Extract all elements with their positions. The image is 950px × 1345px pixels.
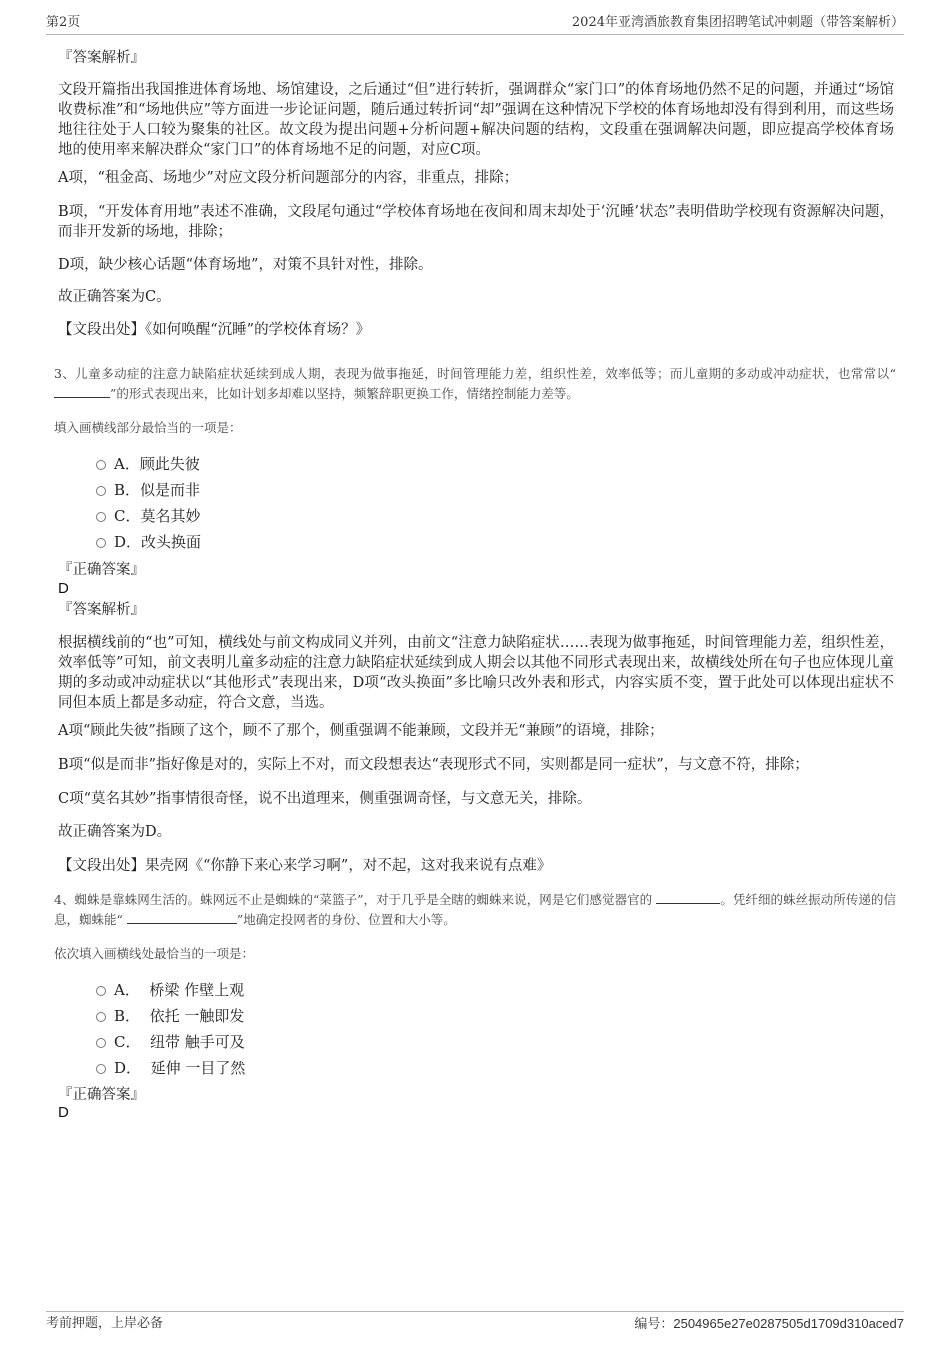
correct-answer: D — [58, 580, 69, 597]
document-title: 2024年亚湾酒旅教育集团招聘笔试冲刺题（带答案解析） — [571, 15, 904, 30]
conclusion-text: 故正确答案为C。 — [58, 289, 171, 305]
question-4-option-d[interactable] — [96, 1058, 245, 1078]
option-text: 似是而非 — [140, 481, 201, 499]
page-footer — [46, 1311, 904, 1332]
question-4-stem-part2: 。凭纤细的蛛丝振动所传递的信息，蜘蛛能“ — [54, 892, 896, 927]
question-3-prompt: 填入画横线部分最恰当的一项是： — [54, 420, 242, 435]
source-label: 【文段出处】 — [58, 858, 145, 874]
option-label: B． — [114, 1007, 141, 1025]
question-3-option-b[interactable] — [96, 480, 200, 500]
page-number: 第2页 — [46, 15, 81, 30]
option-text: 莫名其妙 — [140, 507, 201, 525]
question-4-option-b[interactable] — [96, 1006, 244, 1026]
question-3-stem-part1: 3、儿童多动症的注意力缺陷症状延续到成人期，表现为做事拖延，时间管理能力差，组织性差，效率低等；而儿童期的多动或冲动症状，也常常以“ — [54, 366, 896, 381]
question-3-option-c[interactable] — [96, 506, 201, 526]
answer-heading: 『正确答案』 — [58, 1087, 145, 1103]
analysis-heading: 『答案解析』 — [58, 50, 145, 66]
option-text: 桥梁 作壁上观 — [149, 981, 245, 999]
source-line — [58, 856, 894, 876]
radio-icon[interactable] — [96, 512, 106, 522]
document-code — [634, 1314, 904, 1335]
question-3-option-d[interactable] — [96, 532, 201, 552]
question-4-blank-2 — [127, 911, 237, 924]
question-4-option-c[interactable] — [96, 1032, 245, 1052]
analysis-paragraph: 根据横线前的“也”可知，横线处与前文构成同义并列，由前文“注意力缺陷症状……表现为做事拖延，时间管理能力差，组织性差，效率低等”可知，前文表明儿童多动症的注意力缺陷症状延续到成人期会以其他不同形式表现出来，故横线处所在句子也应体现儿童期的多动或冲动症状以“其他形式”表现出来，D项“改头换面”多比喻只改外表和形式，内容实质不变，置于此处可以体现出症状不同但本质上都是多动症，符合文意，当选。 — [58, 635, 894, 711]
source-title: 果壳网《“你静下来心来学习啊”，对不起，这对我来说有点难》 — [145, 858, 552, 874]
option-d-note: D项，缺少核心话题“体育场地”，对策不具针对性，排除。 — [58, 257, 433, 273]
source-label: 【文段出处】 — [58, 322, 145, 338]
conclusion-text: 故正确答案为D。 — [58, 824, 172, 840]
option-label: D． — [114, 533, 142, 551]
question-3-blank — [54, 385, 110, 398]
option-b-note: B项“似是而非”指好像是对的，实际上不对，而文段想表达“表现形式不同，实则都是同一症状”，与文意不符，排除； — [58, 757, 809, 773]
option-c-note: C项“莫名其妙”指事情很奇怪，说不出道理来，侧重强调奇怪，与文意无关，排除。 — [58, 791, 592, 807]
option-label: C． — [114, 507, 141, 525]
radio-icon[interactable] — [96, 1012, 106, 1022]
option-text: 纽带 触手可及 — [150, 1033, 245, 1051]
radio-icon[interactable] — [96, 1064, 106, 1074]
option-label: C． — [114, 1033, 141, 1051]
analysis-heading: 『答案解析』 — [58, 602, 145, 618]
question-3-stem-part2: ”的形式表现出来，比如计划多却难以坚持，频繁辞职更换工作，情绪控制能力差等。 — [110, 386, 579, 401]
radio-icon[interactable] — [96, 486, 106, 496]
analysis-paragraph: 文段开篇指出我国推进体育场地、场馆建设，之后通过“但”进行转折，强调群众“家门口”的体育场地仍然不足的问题，并通过“场馆收费标准”和“场地供应”等方面进一步论证问题，随后通过转折词“却”强调在这种情况下学校的体育场地却没有得到利用，而这些场地往往处于人口较为聚集的社区。故文段为提出问题+分析问题+解决问题的结构，文段重在强调解决问题，即应提高学校体育场地的使用率来解决群众“家门口”的体育场地不足的问题，对应C项。 — [58, 82, 894, 158]
option-text: 改头换面 — [141, 533, 202, 551]
radio-icon[interactable] — [96, 460, 106, 470]
page-header — [46, 14, 904, 35]
question-3-option-a[interactable] — [96, 454, 200, 474]
option-label: A． — [114, 981, 140, 999]
answer-heading: 『正确答案』 — [58, 562, 145, 578]
question-4-option-a[interactable] — [96, 980, 244, 1000]
question-4-blank-1 — [656, 891, 720, 904]
question-4-stem — [54, 890, 896, 930]
source-title: 《如何唤醒“沉睡”的学校体育场？》 — [145, 322, 371, 338]
question-4-prompt: 依次填入画横线处最恰当的一项是： — [54, 946, 255, 961]
option-label: A． — [114, 455, 140, 473]
option-text: 顾此失彼 — [139, 455, 200, 473]
correct-answer: D — [58, 1104, 69, 1121]
option-a-note: A项“顾此失彼”指顾了这个，顾不了那个，侧重强调不能兼顾，文段并无“兼顾”的语境，排除； — [58, 723, 664, 739]
option-a-note: A项，“租金高、场地少”对应文段分析问题部分的内容，非重点，排除； — [58, 170, 519, 186]
question-4-stem-part1: 4、蜘蛛是靠蛛网生活的。蛛网远不止是蜘蛛的“菜篮子”，对于几乎是全瞎的蜘蛛来说，网是它们感觉器官的 — [54, 892, 653, 907]
source-line — [58, 320, 894, 340]
radio-icon[interactable] — [96, 986, 106, 996]
option-label: B． — [114, 481, 141, 499]
question-4-stem-part3: ”地确定投网者的身份、位置和大小等。 — [236, 912, 456, 927]
option-text: 延伸 一目了然 — [150, 1059, 246, 1077]
option-text: 依托 一触即发 — [149, 1007, 245, 1025]
option-label: D． — [114, 1059, 142, 1077]
code-value: 2504965e27e0287505d1709d310aced7 — [673, 1316, 904, 1331]
radio-icon[interactable] — [96, 1038, 106, 1048]
radio-icon[interactable] — [96, 538, 106, 548]
question-3-stem — [54, 364, 896, 404]
footer-slogan: 考前押题，上岸必备 — [46, 1316, 164, 1331]
code-label: 编号： — [634, 1317, 674, 1332]
option-b-note: B项，“开发体育用地”表述不准确，文段尾句通过“学校体育场地在夜间和周末却处于‘沉睡’状态”表明借助学校现有资源解决问题，而非开发新的场地，排除； — [58, 204, 894, 240]
